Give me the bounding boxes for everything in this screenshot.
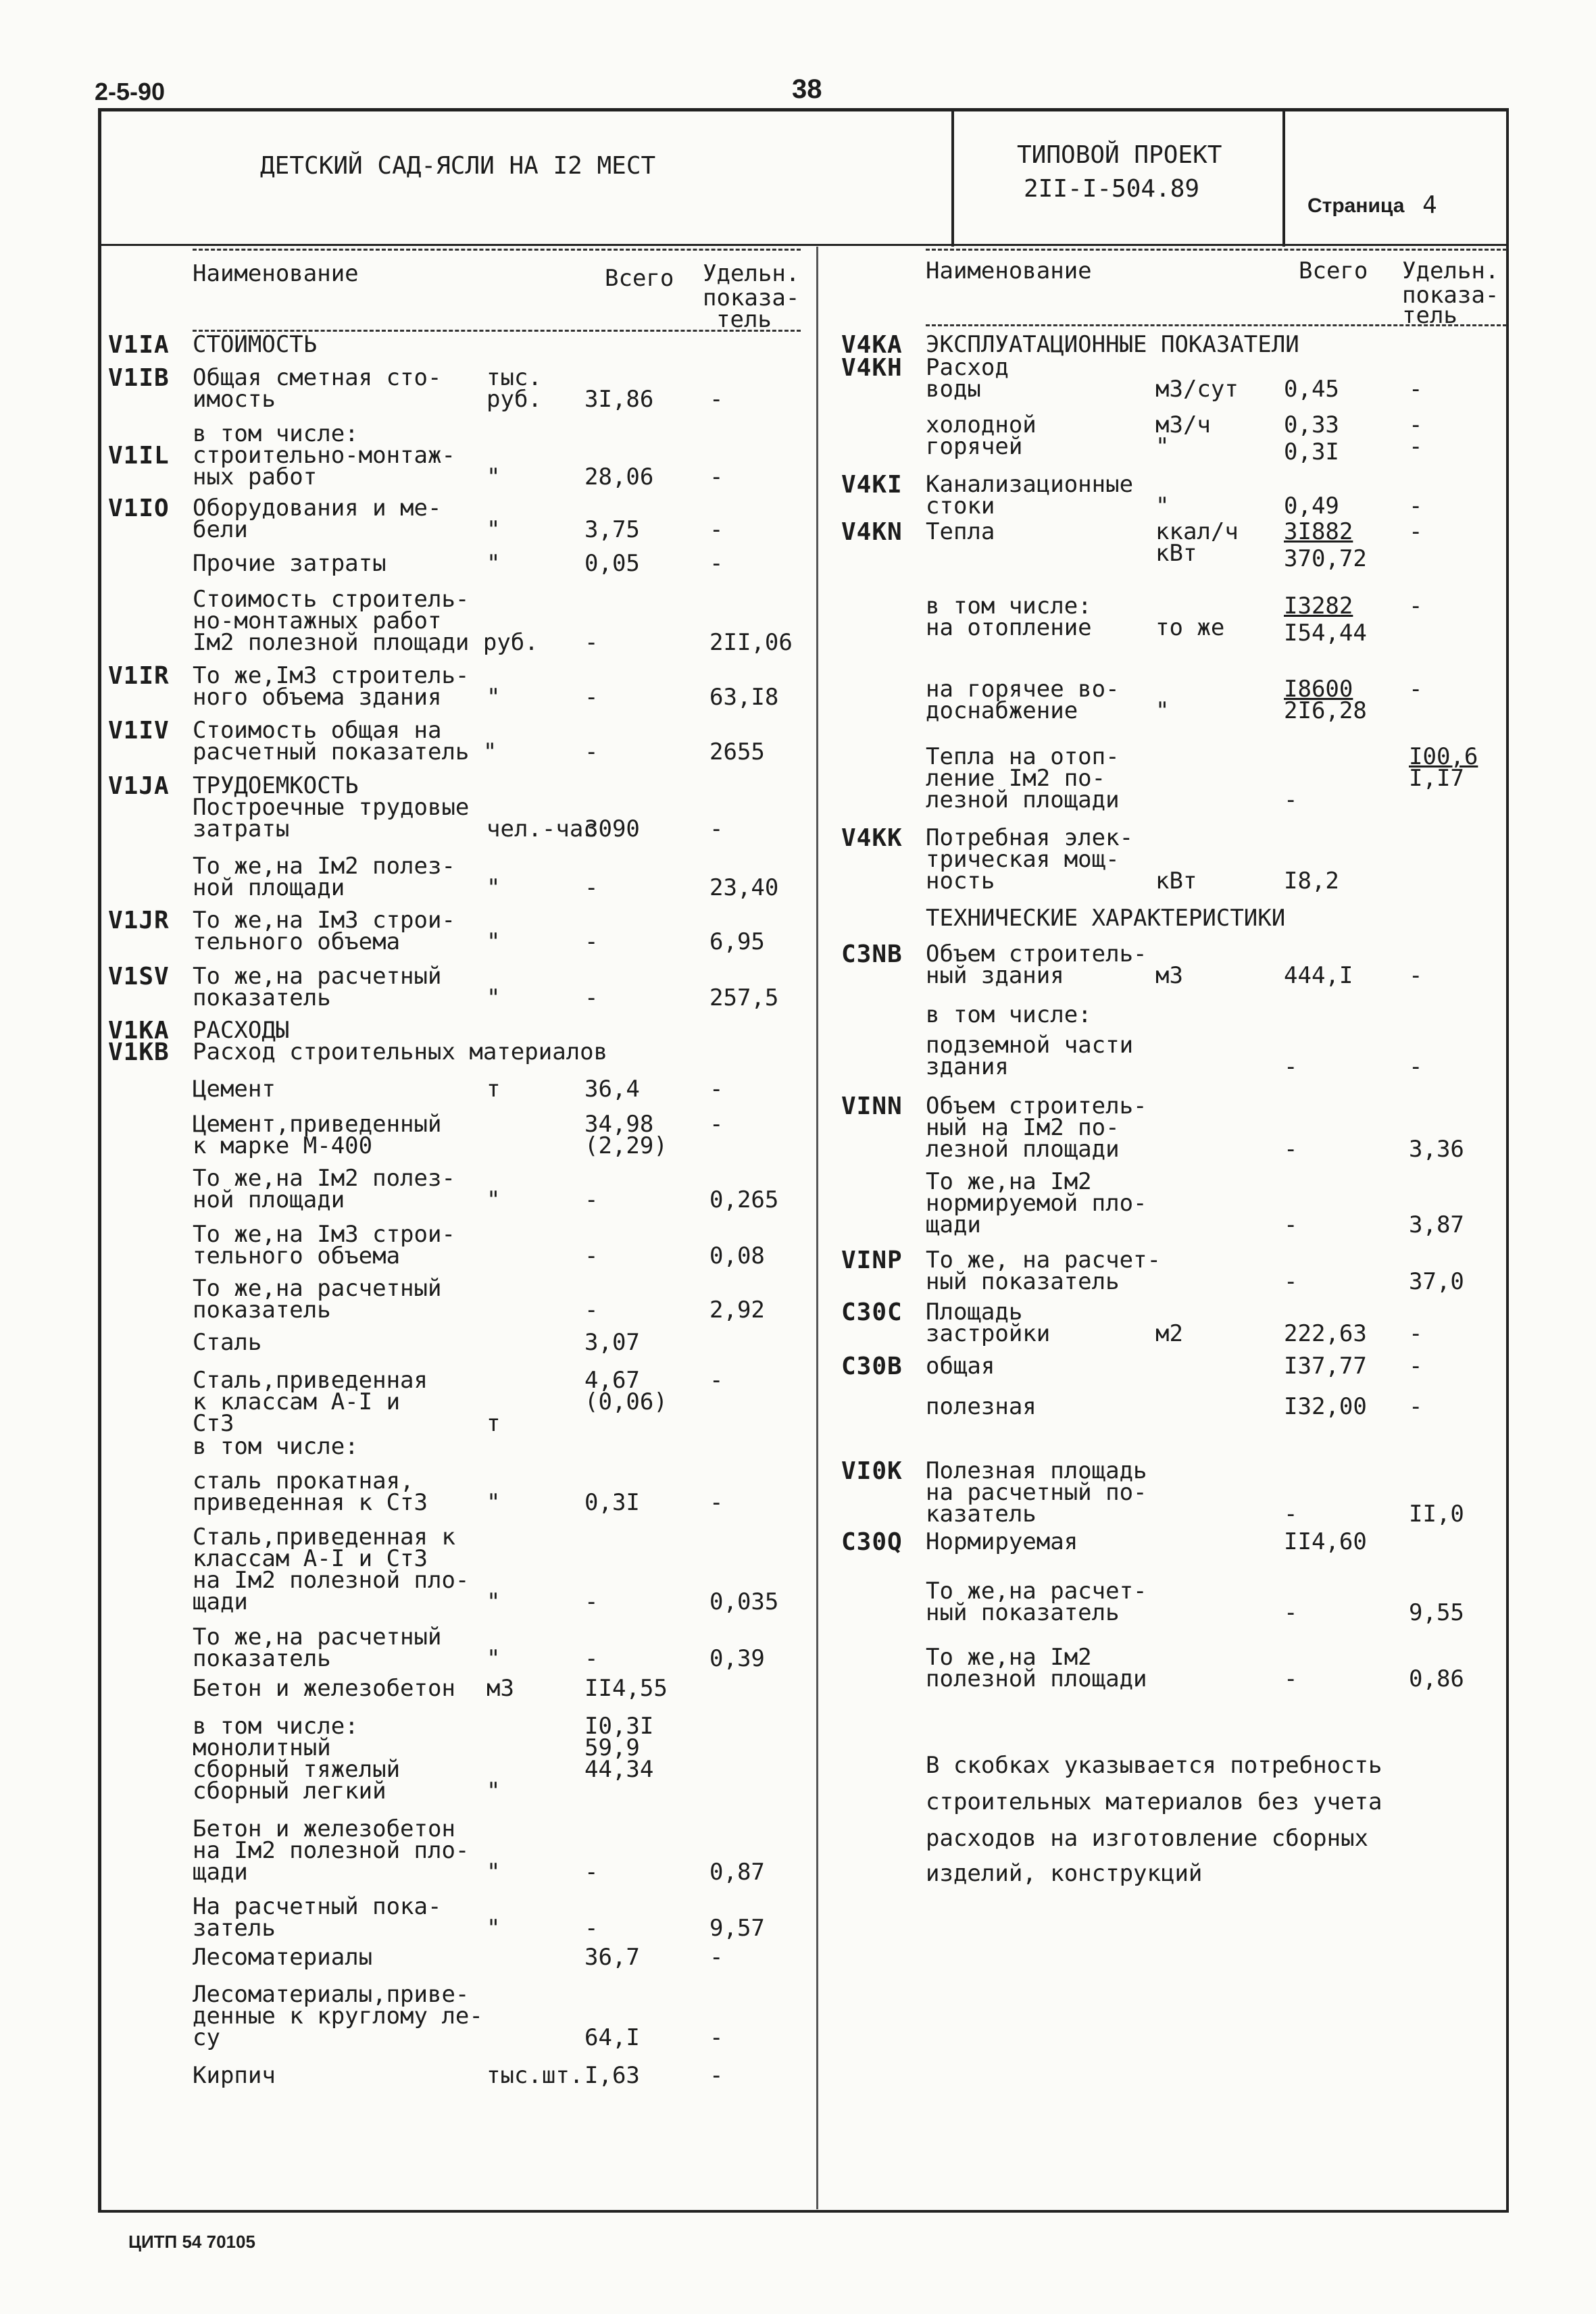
right-header-total: Всего	[1299, 257, 1368, 284]
left-row-name: тельного объема	[193, 1242, 401, 1269]
right-header-spec-3: тель	[1402, 302, 1457, 329]
right-row-total: 0,33	[1284, 411, 1339, 438]
project-number: 2II-I-504.89	[1024, 175, 1200, 203]
left-row-name: Сталь,приведенная	[193, 1367, 428, 1394]
left-row-name: приведенная к Ст3	[193, 1489, 428, 1516]
right-row-name: То же, на расчет-	[926, 1247, 1161, 1274]
right-row-name: нормируемой пло-	[926, 1190, 1147, 1217]
left-row-total: -	[584, 1186, 599, 1213]
right-row-code: V4KK	[841, 824, 903, 852]
left-row-total: -	[584, 684, 599, 711]
note-line-2: строительных материалов без учета	[926, 1788, 1382, 1815]
left-row-spec: 0,035	[709, 1588, 779, 1615]
right-row-name: ный показатель	[926, 1268, 1120, 1295]
left-row-name: Ст3	[193, 1410, 234, 1437]
right-row-name: полезной площади	[926, 1665, 1147, 1692]
right-row-spec: -	[1409, 593, 1423, 620]
left-row-spec: 0,265	[709, 1186, 779, 1213]
left-row-total: I,63	[584, 2062, 640, 2089]
right-row-spec: -	[1409, 493, 1423, 520]
right-row-name: ность	[926, 867, 995, 895]
right-header-bottom-dash	[926, 324, 1507, 326]
left-row-unit: "	[487, 1915, 501, 1942]
left-row-name: ной площади	[193, 1186, 345, 1213]
right-row-name: в том числе:	[926, 1001, 1092, 1028]
right-row-unit: то же	[1155, 614, 1225, 641]
left-row-name: ного объема здания	[193, 684, 442, 711]
left-row-name: монолитный	[193, 1734, 331, 1761]
left-row-spec: -	[709, 550, 724, 577]
left-row-unit: "	[487, 928, 501, 955]
left-row-name: На расчетный пока-	[193, 1893, 442, 1920]
right-row-unit: м2	[1155, 1320, 1183, 1347]
right-row-name: трическая мощ-	[926, 846, 1120, 873]
right-row-unit: м3/ч	[1155, 411, 1211, 438]
right-row-total: I37,77	[1284, 1353, 1367, 1380]
left-row-name: су	[193, 2024, 220, 2051]
right-row-total: II4,60	[1284, 1528, 1367, 1555]
right-row-name: горячей	[926, 433, 1023, 460]
right-row-name: полезная	[926, 1393, 1037, 1420]
left-row-code: V1JR	[108, 907, 170, 934]
right-row-name: здания	[926, 1053, 1009, 1080]
left-row-name: в том числе:	[193, 420, 359, 447]
right-row-name: доснабжение	[926, 697, 1078, 724]
left-row-total: 3,07	[584, 1329, 640, 1356]
right-row-name: Полезная площадь	[926, 1457, 1147, 1484]
right-row-name: ТЕХНИЧЕСКИЕ ХАРАКТЕРИСТИКИ	[926, 905, 1286, 932]
right-row-spec: -	[1409, 1320, 1423, 1347]
note-line-3: расходов на изготовление сборных	[926, 1825, 1369, 1852]
right-row-code: C30C	[841, 1299, 903, 1326]
right-row-name: Нормируемая	[926, 1528, 1078, 1555]
left-row-unit: т	[487, 1076, 501, 1103]
right-row-code: C30Q	[841, 1528, 903, 1556]
left-header-spec-2: показа-	[703, 284, 800, 311]
right-row-total: -	[1284, 786, 1298, 813]
left-row-unit: "	[487, 1588, 501, 1615]
left-row-spec: -	[709, 2024, 724, 2051]
series-label: 2-5-90	[95, 78, 166, 105]
left-row-name: на Iм2 полезной пло-	[193, 1567, 470, 1594]
left-row-name: То же,на расчетный	[193, 1275, 442, 1302]
left-row-total: -	[584, 1242, 599, 1269]
left-header-total: Всего	[605, 265, 674, 292]
left-row-name: в том числе:	[193, 1433, 359, 1460]
right-row-unit: м3/сут	[1155, 376, 1239, 403]
right-row-spec: -	[1409, 1393, 1423, 1420]
left-row-total: -	[584, 738, 599, 765]
left-row-unit: "	[487, 874, 501, 901]
right-row-spec: 3,36	[1409, 1136, 1464, 1163]
left-row-code: V1IA	[108, 331, 170, 359]
right-row-total: 0,49	[1284, 493, 1339, 520]
left-row-spec: 2,92	[709, 1297, 765, 1324]
left-row-spec: -	[709, 386, 724, 413]
left-row-code: V1IR	[108, 662, 170, 690]
right-row-total: I8600	[1284, 676, 1353, 703]
left-row-spec: 63,I8	[709, 684, 779, 711]
left-row-name: То же,на Iм2 полез-	[193, 853, 455, 880]
left-row-spec: -	[709, 463, 724, 491]
right-row-code: V4KA	[841, 331, 903, 359]
left-row-code: V1KB	[108, 1038, 170, 1066]
left-row-total: 0,05	[584, 550, 640, 577]
right-row-total: -	[1284, 1268, 1298, 1295]
note-line-1: В скобках указывается потребность	[926, 1752, 1382, 1779]
left-row-name: Кирпич	[193, 2062, 276, 2089]
right-row-spec: 0,86	[1409, 1665, 1464, 1692]
left-row-name: бели	[193, 516, 248, 543]
right-row-name: Площадь	[926, 1299, 1023, 1326]
title-bottom-line	[101, 244, 1507, 246]
left-row-name: Сталь,приведенная к	[193, 1524, 455, 1551]
left-row-name: но-монтажных работ	[193, 607, 442, 634]
right-row-total: I3282	[1284, 593, 1353, 620]
right-row-name: холодной	[926, 411, 1037, 438]
left-row-name: То же,на расчетный	[193, 1624, 442, 1651]
right-row-name: на отопление	[926, 614, 1092, 641]
document-title: ДЕТСКИЙ САД-ЯСЛИ НА I2 МЕСТ	[260, 152, 656, 180]
left-row-unit: тыс.шт.	[487, 2062, 584, 2089]
right-row-name: ный показатель	[926, 1599, 1120, 1626]
right-row-name: щади	[926, 1211, 981, 1238]
right-row-unit2: "	[1155, 433, 1170, 460]
left-row-total: 28,06	[584, 463, 654, 491]
left-row-name: сталь прокатная,	[193, 1467, 414, 1494]
right-row-name: Объем строитель-	[926, 940, 1147, 967]
left-row-total: -	[584, 928, 599, 955]
left-row-name: ных работ	[193, 463, 318, 491]
right-row-total: -	[1284, 1599, 1298, 1626]
left-row-spec: 2II,06	[709, 629, 793, 656]
right-row-total2: I54,44	[1284, 620, 1367, 647]
left-row-code: V1IL	[108, 442, 170, 470]
right-row-name: стоки	[926, 493, 995, 520]
left-row-name: ТРУДОЕМКОСТЬ	[193, 772, 359, 799]
right-row-name: лезной площади	[926, 786, 1120, 813]
left-row-unit: м3	[487, 1675, 514, 1702]
right-header-spec-2: показа-	[1402, 282, 1499, 309]
left-row-spec: 0,39	[709, 1645, 765, 1672]
right-row-spec: 3,87	[1409, 1211, 1464, 1238]
left-row-name: к марке М-400	[193, 1132, 373, 1159]
right-row-spec: I00,6	[1409, 743, 1478, 770]
right-row-name: общая	[926, 1353, 995, 1380]
left-row-name: показатель	[193, 1297, 331, 1324]
right-row-unit: кВт	[1155, 867, 1197, 895]
page-number: 38	[792, 74, 822, 104]
right-row-name: в том числе:	[926, 593, 1092, 620]
left-row-unit: т	[487, 1410, 501, 1437]
left-row-name: к классам А-I и	[193, 1388, 401, 1415]
left-row-name: Цемент,приведенный	[193, 1111, 442, 1138]
left-row-name: Общая сметная сто-	[193, 364, 442, 391]
left-row-name: Бетон и железобетон	[193, 1815, 455, 1842]
left-row-total: -	[584, 1645, 599, 1672]
left-row-name: Стоимость общая на	[193, 717, 442, 744]
right-row-name: лезной площади	[926, 1136, 1120, 1163]
right-row-spec: 37,0	[1409, 1268, 1464, 1295]
footer-code: ЦИТП 54 70105	[128, 2232, 255, 2252]
right-row-total: -	[1284, 1665, 1298, 1692]
left-row-name: имость	[193, 386, 276, 413]
left-row-spec: 23,40	[709, 874, 779, 901]
left-row-total: 3090	[584, 815, 640, 842]
left-row-name: показатель	[193, 984, 331, 1011]
right-row-name: на горячее во-	[926, 676, 1120, 703]
right-row-name: на расчетный по-	[926, 1479, 1147, 1506]
left-row-spec: 2655	[709, 738, 765, 765]
right-row-code: VINN	[841, 1092, 903, 1120]
right-row-spec2: -	[1409, 433, 1423, 460]
right-header-name: Наименование	[926, 257, 1092, 284]
left-row-name: тельного объема	[193, 928, 401, 955]
left-row-unit: "	[487, 984, 501, 1011]
right-row-name: То же,на Iм2	[926, 1644, 1092, 1671]
right-row-name: подземной части	[926, 1032, 1134, 1059]
left-row-unit: тыс.	[487, 364, 542, 391]
right-row-name: То же,на Iм2	[926, 1168, 1092, 1195]
left-row-total: -	[584, 1297, 599, 1324]
right-row-name: Канализационные	[926, 471, 1134, 498]
right-row-name: ление Iм2 по-	[926, 765, 1106, 792]
left-row-name: Оборудования и ме-	[193, 495, 442, 522]
left-row-name: расчетный показатель "	[193, 738, 497, 765]
left-row-code: V1IV	[108, 717, 170, 745]
left-row-name: сборный тяжелый	[193, 1756, 401, 1783]
right-row-total: 0,45	[1284, 376, 1339, 403]
left-row-spec: 257,5	[709, 984, 779, 1011]
column-divider	[816, 247, 818, 2209]
left-row-spec: 0,08	[709, 1242, 765, 1269]
left-row-spec: 9,57	[709, 1915, 765, 1942]
left-row-name: строительно-монтаж-	[193, 442, 455, 469]
left-row-spec: -	[709, 1944, 724, 1971]
right-row-code: C30B	[841, 1353, 903, 1380]
left-row-code: V1JA	[108, 772, 170, 800]
right-row-name: ЭКСПЛУАТАЦИОННЫЕ ПОКАЗАТЕЛИ	[926, 331, 1299, 358]
right-row-total: -	[1284, 1211, 1298, 1238]
left-row-name: То же,Iм3 строитель-	[193, 662, 470, 689]
right-row-total: 3I882	[1284, 518, 1353, 545]
right-row-total: -	[1284, 1136, 1298, 1163]
right-row-spec2: I,I7	[1409, 765, 1464, 792]
left-row-unit: "	[487, 1859, 501, 1886]
left-row-total: II4,55	[584, 1675, 668, 1702]
left-row-total: -	[584, 874, 599, 901]
left-row-name: Цемент	[193, 1076, 276, 1103]
left-row-total2: (2,29)	[584, 1132, 668, 1159]
right-row-unit: "	[1155, 493, 1170, 520]
left-header-spec-3: тель	[716, 306, 772, 333]
left-row-name: в том числе:	[193, 1713, 359, 1740]
left-row-unit: "	[487, 1645, 501, 1672]
left-row-name: затраты	[193, 815, 290, 842]
left-row-name: СТОИМОСТЬ	[193, 331, 318, 358]
right-row-name: Тепла на отоп-	[926, 743, 1120, 770]
right-row-name: казатель	[926, 1501, 1037, 1528]
right-row-spec: -	[1409, 676, 1423, 703]
left-row-name: Построечные трудовые	[193, 794, 470, 821]
right-row-total2: 370,72	[1284, 545, 1367, 572]
left-row-total2: 59,9	[584, 1734, 640, 1761]
right-row-total: -	[1284, 1501, 1298, 1528]
left-header-spec-1: Удельн.	[703, 260, 800, 287]
left-row-spec: 0,87	[709, 1859, 765, 1886]
left-row-spec: -	[709, 815, 724, 842]
title-divider-1	[951, 111, 954, 247]
page-label: Страница	[1307, 195, 1405, 217]
left-row-total: -	[584, 1588, 599, 1615]
left-row-unit: "	[487, 550, 501, 577]
left-row-name: То же,на расчетный	[193, 963, 442, 990]
left-row-total: I0,3I	[584, 1713, 654, 1740]
right-row-total: I8,2	[1284, 867, 1339, 895]
right-row-name: Расход	[926, 354, 1009, 381]
right-row-spec: -	[1409, 962, 1423, 989]
left-row-spec: -	[709, 516, 724, 543]
right-row-unit: ккал/ч	[1155, 518, 1239, 545]
left-row-unit: чел.-час	[487, 815, 597, 842]
left-row-total: 3,75	[584, 516, 640, 543]
right-row-code: VI0K	[841, 1457, 903, 1485]
right-row-unit: "	[1155, 697, 1170, 724]
left-row-unit: "	[487, 684, 501, 711]
right-row-spec: -	[1409, 1353, 1423, 1380]
right-row-unit2: кВт	[1155, 540, 1197, 567]
left-row-name: ной площади	[193, 874, 345, 901]
left-row-name: денные к круглому ле-	[193, 2003, 483, 2030]
left-row-spec: 6,95	[709, 928, 765, 955]
left-header-name: Наименование	[193, 260, 359, 287]
project-title: ТИПОВОЙ ПРОЕКТ	[1017, 141, 1222, 169]
right-row-name: застройки	[926, 1320, 1051, 1347]
right-row-code: V4KN	[841, 518, 903, 546]
left-row-total: 3I,86	[584, 386, 654, 413]
left-row-total: 34,98	[584, 1111, 654, 1138]
right-row-total: 444,I	[1284, 962, 1353, 989]
right-row-spec: -	[1409, 376, 1423, 403]
right-row-spec: -	[1409, 1053, 1423, 1080]
left-row-name: РАСХОДЫ	[193, 1017, 290, 1044]
left-row-code: V1IO	[108, 495, 170, 522]
left-row-total: -	[584, 1915, 599, 1942]
right-row-code: V4KH	[841, 354, 903, 382]
left-header-top-dash	[193, 249, 801, 251]
right-row-code: VINP	[841, 1247, 903, 1274]
right-row-total: -	[1284, 1053, 1298, 1080]
right-row-code: V4KI	[841, 471, 903, 499]
page-value: 4	[1422, 191, 1437, 219]
left-row-total: 64,I	[584, 2024, 640, 2051]
left-row-name: щади	[193, 1588, 248, 1615]
left-row-name: классам А-I и Ст3	[193, 1545, 428, 1572]
left-row-unit: "	[487, 1489, 501, 1516]
right-row-name: То же,на расчет-	[926, 1578, 1147, 1605]
right-row-unit: м3	[1155, 962, 1183, 989]
right-row-name: Объем строитель-	[926, 1092, 1147, 1120]
left-row-code: V1IB	[108, 364, 170, 392]
left-row-total: 4,67	[584, 1367, 640, 1394]
left-row-total: 36,4	[584, 1076, 640, 1103]
left-row-unit: "	[487, 516, 501, 543]
left-row-spec: -	[709, 1111, 724, 1138]
right-row-name: Потребная элек-	[926, 824, 1134, 851]
right-row-spec: -	[1409, 411, 1423, 438]
right-row-name: Тепла	[926, 518, 995, 545]
left-row-name: То же,на Iм2 полез-	[193, 1165, 455, 1192]
right-row-spec: -	[1409, 518, 1423, 545]
left-row-code: V1KA	[108, 1017, 170, 1045]
left-row-name: Расход строительных материалов	[193, 1038, 608, 1065]
right-row-name: воды	[926, 376, 981, 403]
left-row-spec: -	[709, 1367, 724, 1394]
left-row-name: затель	[193, 1915, 276, 1942]
left-row-total: 36,7	[584, 1944, 640, 1971]
left-row-total: -	[584, 629, 599, 656]
right-row-total: 222,63	[1284, 1320, 1367, 1347]
left-row-total3: 44,34	[584, 1756, 654, 1783]
right-row-code: C3NB	[841, 940, 903, 968]
title-divider-2	[1282, 111, 1285, 247]
left-row-name: Лесоматериалы,приве-	[193, 1981, 470, 2008]
left-row-name: Сталь	[193, 1329, 262, 1356]
left-row-name: Прочие затраты	[193, 550, 386, 577]
left-row-name: Iм2 полезной площади руб.	[193, 629, 539, 656]
left-row-total: -	[584, 1859, 599, 1886]
right-header-top-dash	[926, 249, 1507, 251]
left-row-name: показатель	[193, 1645, 331, 1672]
left-row-total2: (0,06)	[584, 1388, 668, 1415]
left-row-spec: -	[709, 2062, 724, 2089]
left-row-spec: -	[709, 1489, 724, 1516]
left-row-code: V1SV	[108, 963, 170, 990]
left-row-name: на Iм2 полезной пло-	[193, 1837, 470, 1864]
right-row-total2: 2I6,28	[1284, 697, 1367, 724]
left-row-name: Стоимость строитель-	[193, 586, 470, 613]
right-row-spec: II,0	[1409, 1501, 1464, 1528]
right-row-name: ный здания	[926, 962, 1064, 989]
right-row-total: I32,00	[1284, 1393, 1367, 1420]
right-row-total2: 0,3I	[1284, 438, 1339, 466]
note-line-4: изделий, конструкций	[926, 1860, 1203, 1887]
left-row-unit: "	[487, 463, 501, 491]
left-row-name: сборный легкий	[193, 1778, 386, 1805]
left-row-name: Бетон и железобетон	[193, 1675, 455, 1702]
left-row-unit: "	[487, 1778, 501, 1805]
left-row-name: щади	[193, 1859, 248, 1886]
left-row-unit: "	[487, 1186, 501, 1213]
left-row-name: То же,на Iм3 строи-	[193, 1221, 455, 1248]
right-row-spec: 9,55	[1409, 1599, 1464, 1626]
left-row-total: 0,3I	[584, 1489, 640, 1516]
right-row-name: ный на Iм2 по-	[926, 1114, 1120, 1141]
left-row-name: То же,на Iм3 строи-	[193, 907, 455, 934]
left-row-spec: -	[709, 1076, 724, 1103]
left-row-name: Лесоматериалы	[193, 1944, 373, 1971]
right-header-spec-1: Удельн.	[1402, 257, 1499, 284]
left-row-total: -	[584, 984, 599, 1011]
left-row-unit2: руб.	[487, 386, 542, 413]
